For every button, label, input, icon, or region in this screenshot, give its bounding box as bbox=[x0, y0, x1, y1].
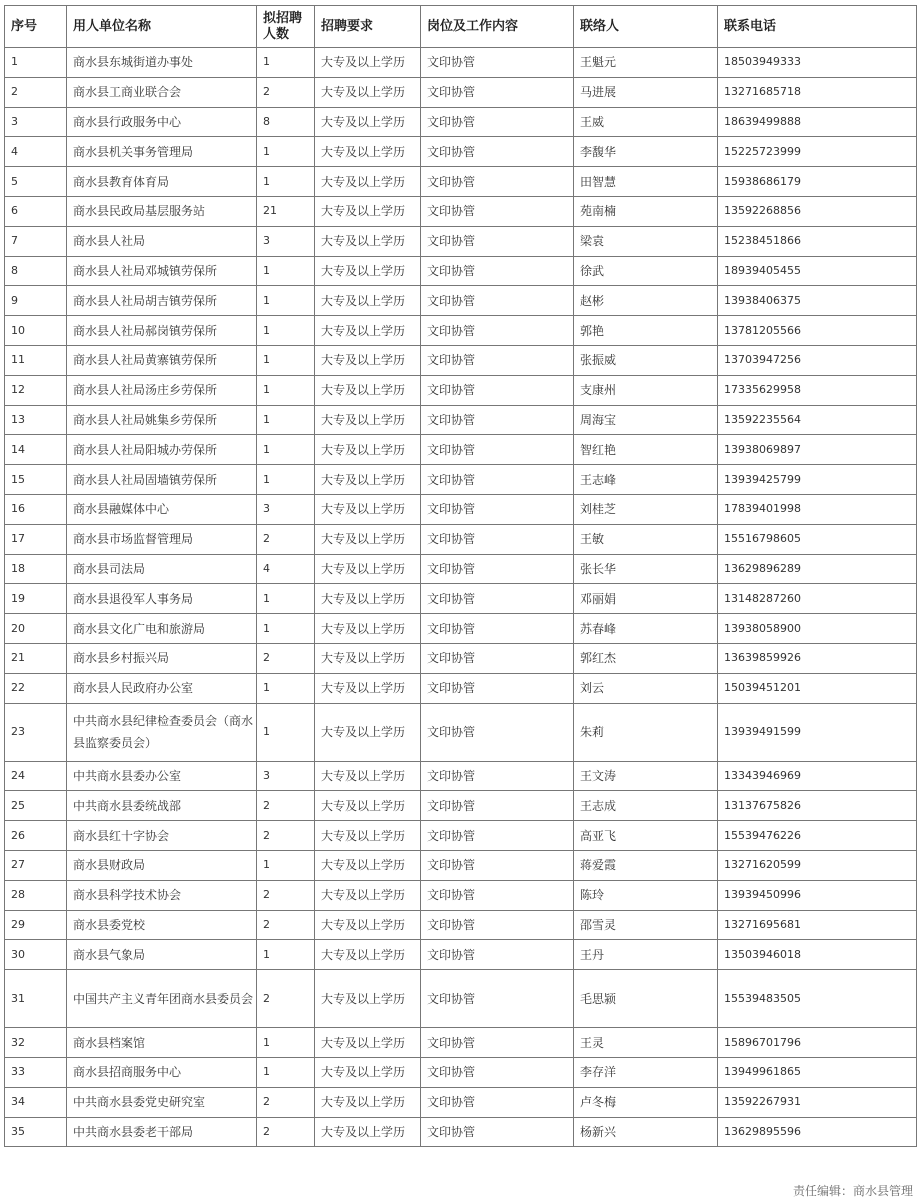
cell-position: 文印协管 bbox=[421, 167, 574, 197]
table-row bbox=[5, 137, 917, 167]
cell-phone: 15225723999 bbox=[718, 137, 917, 167]
cell-unit-name: 商水县融媒体中心 bbox=[67, 494, 257, 524]
cell-unit-name: 中国共产主义青年团商水县委员会 bbox=[67, 970, 257, 1028]
cell-headcount: 1 bbox=[257, 850, 315, 880]
cell-unit-name: 商水县人民政府办公室 bbox=[67, 673, 257, 703]
cell-index: 18 bbox=[5, 554, 67, 584]
cell-contact: 王丹 bbox=[574, 940, 718, 970]
cell-contact: 蒋爱霞 bbox=[574, 850, 718, 880]
cell-position: 文印协管 bbox=[421, 1028, 574, 1058]
cell-index: 31 bbox=[5, 970, 67, 1028]
cell-unit-name: 商水县人社局阳城办劳保所 bbox=[67, 435, 257, 465]
cell-position: 文印协管 bbox=[421, 375, 574, 405]
cell-unit-name: 中共商水县委老干部局 bbox=[67, 1117, 257, 1147]
cell-index: 20 bbox=[5, 614, 67, 644]
header-contact: 联络人 bbox=[574, 6, 718, 48]
header-headcount: 拟招聘人数 bbox=[257, 6, 315, 48]
table-row bbox=[5, 48, 917, 78]
cell-unit-name: 商水县东城街道办事处 bbox=[67, 48, 257, 78]
cell-index: 4 bbox=[5, 137, 67, 167]
table-row bbox=[5, 494, 917, 524]
cell-index: 5 bbox=[5, 167, 67, 197]
cell-requirement: 大专及以上学历 bbox=[315, 643, 421, 673]
cell-unit-name: 商水县工商业联合会 bbox=[67, 77, 257, 107]
cell-contact: 王灵 bbox=[574, 1028, 718, 1058]
cell-phone: 15238451866 bbox=[718, 226, 917, 256]
header-phone: 联系电话 bbox=[718, 6, 917, 48]
cell-contact: 邵雪灵 bbox=[574, 910, 718, 940]
cell-phone: 13148287260 bbox=[718, 584, 917, 614]
table-row bbox=[5, 970, 917, 1028]
table-row bbox=[5, 761, 917, 791]
table-row bbox=[5, 1057, 917, 1087]
cell-requirement: 大专及以上学历 bbox=[315, 375, 421, 405]
header-row bbox=[5, 6, 917, 48]
table-row bbox=[5, 226, 917, 256]
table-row bbox=[5, 286, 917, 316]
cell-index: 11 bbox=[5, 345, 67, 375]
cell-requirement: 大专及以上学历 bbox=[315, 524, 421, 554]
cell-position: 文印协管 bbox=[421, 48, 574, 78]
cell-contact: 王敏 bbox=[574, 524, 718, 554]
cell-contact: 刘桂芝 bbox=[574, 494, 718, 524]
cell-index: 17 bbox=[5, 524, 67, 554]
cell-index: 19 bbox=[5, 584, 67, 614]
cell-contact: 王文涛 bbox=[574, 761, 718, 791]
cell-headcount: 1 bbox=[257, 614, 315, 644]
table-row bbox=[5, 316, 917, 346]
cell-requirement: 大专及以上学历 bbox=[315, 673, 421, 703]
cell-headcount: 1 bbox=[257, 435, 315, 465]
cell-index: 30 bbox=[5, 940, 67, 970]
cell-headcount: 1 bbox=[257, 1028, 315, 1058]
cell-position: 文印协管 bbox=[421, 226, 574, 256]
cell-contact: 高亚飞 bbox=[574, 821, 718, 851]
cell-index: 13 bbox=[5, 405, 67, 435]
cell-index: 3 bbox=[5, 107, 67, 137]
cell-requirement: 大专及以上学历 bbox=[315, 196, 421, 226]
cell-headcount: 2 bbox=[257, 1087, 315, 1117]
cell-headcount: 1 bbox=[257, 673, 315, 703]
cell-headcount: 21 bbox=[257, 196, 315, 226]
cell-index: 35 bbox=[5, 1117, 67, 1147]
table-row bbox=[5, 524, 917, 554]
cell-contact: 刘云 bbox=[574, 673, 718, 703]
cell-phone: 13137675826 bbox=[718, 791, 917, 821]
cell-requirement: 大专及以上学历 bbox=[315, 850, 421, 880]
table-row bbox=[5, 910, 917, 940]
table-row bbox=[5, 345, 917, 375]
cell-headcount: 2 bbox=[257, 643, 315, 673]
cell-headcount: 1 bbox=[257, 584, 315, 614]
cell-unit-name: 商水县人社局胡吉镇劳保所 bbox=[67, 286, 257, 316]
cell-headcount: 1 bbox=[257, 256, 315, 286]
cell-headcount: 1 bbox=[257, 703, 315, 761]
cell-unit-name: 商水县人社局 bbox=[67, 226, 257, 256]
table-row bbox=[5, 554, 917, 584]
cell-headcount: 1 bbox=[257, 345, 315, 375]
cell-requirement: 大专及以上学历 bbox=[315, 791, 421, 821]
cell-headcount: 1 bbox=[257, 1057, 315, 1087]
cell-unit-name: 中共商水县纪律检查委员会（商水县监察委员会） bbox=[67, 703, 257, 761]
cell-unit-name: 商水县人社局邓城镇劳保所 bbox=[67, 256, 257, 286]
table-row bbox=[5, 77, 917, 107]
cell-contact: 陈玲 bbox=[574, 880, 718, 910]
cell-requirement: 大专及以上学历 bbox=[315, 554, 421, 584]
cell-requirement: 大专及以上学历 bbox=[315, 107, 421, 137]
cell-contact: 智红艳 bbox=[574, 435, 718, 465]
cell-requirement: 大专及以上学历 bbox=[315, 910, 421, 940]
cell-requirement: 大专及以上学历 bbox=[315, 316, 421, 346]
cell-position: 文印协管 bbox=[421, 1117, 574, 1147]
cell-position: 文印协管 bbox=[421, 761, 574, 791]
cell-contact: 周海宝 bbox=[574, 405, 718, 435]
cell-phone: 13938058900 bbox=[718, 614, 917, 644]
cell-contact: 支康州 bbox=[574, 375, 718, 405]
cell-position: 文印协管 bbox=[421, 524, 574, 554]
cell-contact: 杨新兴 bbox=[574, 1117, 718, 1147]
cell-headcount: 1 bbox=[257, 316, 315, 346]
cell-contact: 张长华 bbox=[574, 554, 718, 584]
cell-position: 文印协管 bbox=[421, 1087, 574, 1117]
cell-unit-name: 商水县档案馆 bbox=[67, 1028, 257, 1058]
cell-index: 8 bbox=[5, 256, 67, 286]
cell-index: 6 bbox=[5, 196, 67, 226]
cell-unit-name: 商水县招商服务中心 bbox=[67, 1057, 257, 1087]
cell-requirement: 大专及以上学历 bbox=[315, 167, 421, 197]
cell-contact: 徐武 bbox=[574, 256, 718, 286]
cell-phone: 15039451201 bbox=[718, 673, 917, 703]
cell-phone: 18503949333 bbox=[718, 48, 917, 78]
cell-requirement: 大专及以上学历 bbox=[315, 970, 421, 1028]
table-row bbox=[5, 791, 917, 821]
cell-unit-name: 中共商水县委办公室 bbox=[67, 761, 257, 791]
cell-phone: 18639499888 bbox=[718, 107, 917, 137]
cell-phone: 13939425799 bbox=[718, 465, 917, 495]
cell-requirement: 大专及以上学历 bbox=[315, 405, 421, 435]
cell-contact: 苏春峰 bbox=[574, 614, 718, 644]
table-header bbox=[5, 6, 917, 48]
cell-position: 文印协管 bbox=[421, 316, 574, 346]
cell-position: 文印协管 bbox=[421, 77, 574, 107]
cell-phone: 13592267931 bbox=[718, 1087, 917, 1117]
cell-contact: 马进展 bbox=[574, 77, 718, 107]
table-row bbox=[5, 375, 917, 405]
table-row bbox=[5, 435, 917, 465]
cell-requirement: 大专及以上学历 bbox=[315, 286, 421, 316]
table-row bbox=[5, 584, 917, 614]
cell-requirement: 大专及以上学历 bbox=[315, 614, 421, 644]
table-row bbox=[5, 940, 917, 970]
cell-headcount: 2 bbox=[257, 821, 315, 851]
cell-position: 文印协管 bbox=[421, 880, 574, 910]
cell-index: 32 bbox=[5, 1028, 67, 1058]
cell-unit-name: 中共商水县委统战部 bbox=[67, 791, 257, 821]
cell-index: 7 bbox=[5, 226, 67, 256]
cell-headcount: 3 bbox=[257, 226, 315, 256]
table-body bbox=[5, 48, 917, 1147]
cell-requirement: 大专及以上学历 bbox=[315, 1057, 421, 1087]
cell-unit-name: 中共商水县委党史研究室 bbox=[67, 1087, 257, 1117]
cell-unit-name: 商水县人社局郝岗镇劳保所 bbox=[67, 316, 257, 346]
cell-contact: 郭艳 bbox=[574, 316, 718, 346]
cell-position: 文印协管 bbox=[421, 435, 574, 465]
cell-contact: 苑南楠 bbox=[574, 196, 718, 226]
cell-phone: 13503946018 bbox=[718, 940, 917, 970]
cell-headcount: 1 bbox=[257, 48, 315, 78]
cell-requirement: 大专及以上学历 bbox=[315, 137, 421, 167]
footer-editor: 责任编辑：商水县管理 bbox=[792, 1184, 913, 1198]
table-row bbox=[5, 405, 917, 435]
cell-phone: 13629896289 bbox=[718, 554, 917, 584]
cell-position: 文印协管 bbox=[421, 107, 574, 137]
cell-position: 文印协管 bbox=[421, 643, 574, 673]
cell-position: 文印协管 bbox=[421, 465, 574, 495]
cell-requirement: 大专及以上学历 bbox=[315, 345, 421, 375]
cell-headcount: 4 bbox=[257, 554, 315, 584]
cell-requirement: 大专及以上学历 bbox=[315, 256, 421, 286]
cell-phone: 18939405455 bbox=[718, 256, 917, 286]
cell-unit-name: 商水县市场监督管理局 bbox=[67, 524, 257, 554]
cell-phone: 17335629958 bbox=[718, 375, 917, 405]
table-row bbox=[5, 256, 917, 286]
header-unit-name: 用人单位名称 bbox=[67, 6, 257, 48]
cell-contact: 李馥华 bbox=[574, 137, 718, 167]
table-row bbox=[5, 107, 917, 137]
cell-requirement: 大专及以上学历 bbox=[315, 761, 421, 791]
cell-contact: 邓丽娟 bbox=[574, 584, 718, 614]
cell-index: 25 bbox=[5, 791, 67, 821]
cell-position: 文印协管 bbox=[421, 196, 574, 226]
cell-unit-name: 商水县文化广电和旅游局 bbox=[67, 614, 257, 644]
cell-phone: 13271620599 bbox=[718, 850, 917, 880]
cell-position: 文印协管 bbox=[421, 791, 574, 821]
cell-index: 24 bbox=[5, 761, 67, 791]
cell-phone: 13271685718 bbox=[718, 77, 917, 107]
table-row bbox=[5, 643, 917, 673]
table-row bbox=[5, 196, 917, 226]
cell-phone: 13271695681 bbox=[718, 910, 917, 940]
cell-contact: 张振威 bbox=[574, 345, 718, 375]
cell-phone: 15539476226 bbox=[718, 821, 917, 851]
cell-contact: 梁袁 bbox=[574, 226, 718, 256]
cell-index: 16 bbox=[5, 494, 67, 524]
cell-position: 文印协管 bbox=[421, 554, 574, 584]
cell-requirement: 大专及以上学历 bbox=[315, 465, 421, 495]
cell-headcount: 1 bbox=[257, 137, 315, 167]
table-row bbox=[5, 1087, 917, 1117]
cell-phone: 13592235564 bbox=[718, 405, 917, 435]
cell-phone: 13939450996 bbox=[718, 880, 917, 910]
cell-position: 文印协管 bbox=[421, 256, 574, 286]
header-position: 岗位及工作内容 bbox=[421, 6, 574, 48]
cell-requirement: 大专及以上学历 bbox=[315, 940, 421, 970]
cell-position: 文印协管 bbox=[421, 970, 574, 1028]
cell-phone: 13949961865 bbox=[718, 1057, 917, 1087]
cell-headcount: 2 bbox=[257, 77, 315, 107]
cell-index: 22 bbox=[5, 673, 67, 703]
table-row bbox=[5, 673, 917, 703]
cell-requirement: 大专及以上学历 bbox=[315, 77, 421, 107]
cell-unit-name: 商水县红十字协会 bbox=[67, 821, 257, 851]
cell-headcount: 3 bbox=[257, 494, 315, 524]
cell-position: 文印协管 bbox=[421, 584, 574, 614]
cell-phone: 15539483505 bbox=[718, 970, 917, 1028]
cell-index: 14 bbox=[5, 435, 67, 465]
cell-index: 29 bbox=[5, 910, 67, 940]
cell-requirement: 大专及以上学历 bbox=[315, 584, 421, 614]
cell-index: 33 bbox=[5, 1057, 67, 1087]
table-row bbox=[5, 703, 917, 761]
cell-headcount: 2 bbox=[257, 1117, 315, 1147]
cell-headcount: 1 bbox=[257, 375, 315, 405]
cell-contact: 郭红杰 bbox=[574, 643, 718, 673]
header-requirement: 招聘要求 bbox=[315, 6, 421, 48]
cell-unit-name: 商水县科学技术协会 bbox=[67, 880, 257, 910]
cell-unit-name: 商水县司法局 bbox=[67, 554, 257, 584]
cell-headcount: 1 bbox=[257, 465, 315, 495]
cell-contact: 田智慧 bbox=[574, 167, 718, 197]
cell-position: 文印协管 bbox=[421, 1057, 574, 1087]
cell-phone: 13639859926 bbox=[718, 643, 917, 673]
cell-position: 文印协管 bbox=[421, 494, 574, 524]
cell-index: 9 bbox=[5, 286, 67, 316]
cell-unit-name: 商水县气象局 bbox=[67, 940, 257, 970]
cell-position: 文印协管 bbox=[421, 286, 574, 316]
cell-requirement: 大专及以上学历 bbox=[315, 226, 421, 256]
cell-phone: 13939491599 bbox=[718, 703, 917, 761]
cell-position: 文印协管 bbox=[421, 137, 574, 167]
cell-phone: 13938406375 bbox=[718, 286, 917, 316]
cell-index: 12 bbox=[5, 375, 67, 405]
cell-phone: 13629895596 bbox=[718, 1117, 917, 1147]
table-row bbox=[5, 465, 917, 495]
cell-contact: 王魁元 bbox=[574, 48, 718, 78]
cell-index: 26 bbox=[5, 821, 67, 851]
cell-unit-name: 商水县行政服务中心 bbox=[67, 107, 257, 137]
cell-index: 27 bbox=[5, 850, 67, 880]
table-row bbox=[5, 1028, 917, 1058]
cell-headcount: 2 bbox=[257, 880, 315, 910]
cell-headcount: 2 bbox=[257, 970, 315, 1028]
cell-phone: 13343946969 bbox=[718, 761, 917, 791]
cell-headcount: 2 bbox=[257, 791, 315, 821]
table-row bbox=[5, 167, 917, 197]
cell-unit-name: 商水县人社局固墙镇劳保所 bbox=[67, 465, 257, 495]
cell-index: 2 bbox=[5, 77, 67, 107]
cell-headcount: 1 bbox=[257, 940, 315, 970]
cell-position: 文印协管 bbox=[421, 940, 574, 970]
cell-unit-name: 商水县退役军人事务局 bbox=[67, 584, 257, 614]
cell-phone: 15938686179 bbox=[718, 167, 917, 197]
cell-unit-name: 商水县财政局 bbox=[67, 850, 257, 880]
cell-phone: 15896701796 bbox=[718, 1028, 917, 1058]
cell-phone: 13592268856 bbox=[718, 196, 917, 226]
cell-headcount: 3 bbox=[257, 761, 315, 791]
cell-requirement: 大专及以上学历 bbox=[315, 1117, 421, 1147]
cell-index: 10 bbox=[5, 316, 67, 346]
cell-unit-name: 商水县委党校 bbox=[67, 910, 257, 940]
cell-unit-name: 商水县机关事务管理局 bbox=[67, 137, 257, 167]
cell-position: 文印协管 bbox=[421, 673, 574, 703]
cell-unit-name: 商水县人社局汤庄乡劳保所 bbox=[67, 375, 257, 405]
cell-requirement: 大专及以上学历 bbox=[315, 1087, 421, 1117]
cell-phone: 13938069897 bbox=[718, 435, 917, 465]
cell-phone: 13703947256 bbox=[718, 345, 917, 375]
cell-position: 文印协管 bbox=[421, 345, 574, 375]
cell-requirement: 大专及以上学历 bbox=[315, 1028, 421, 1058]
cell-index: 34 bbox=[5, 1087, 67, 1117]
table-row bbox=[5, 880, 917, 910]
cell-contact: 王威 bbox=[574, 107, 718, 137]
cell-phone: 17839401998 bbox=[718, 494, 917, 524]
cell-position: 文印协管 bbox=[421, 850, 574, 880]
cell-headcount: 8 bbox=[257, 107, 315, 137]
cell-index: 15 bbox=[5, 465, 67, 495]
cell-position: 文印协管 bbox=[421, 614, 574, 644]
table-row bbox=[5, 1117, 917, 1147]
table-row bbox=[5, 614, 917, 644]
cell-phone: 15516798605 bbox=[718, 524, 917, 554]
cell-position: 文印协管 bbox=[421, 405, 574, 435]
cell-requirement: 大专及以上学历 bbox=[315, 880, 421, 910]
cell-unit-name: 商水县乡村振兴局 bbox=[67, 643, 257, 673]
cell-requirement: 大专及以上学历 bbox=[315, 703, 421, 761]
cell-unit-name: 商水县教育体育局 bbox=[67, 167, 257, 197]
cell-index: 23 bbox=[5, 703, 67, 761]
cell-contact: 李存洋 bbox=[574, 1057, 718, 1087]
cell-requirement: 大专及以上学历 bbox=[315, 48, 421, 78]
cell-unit-name: 商水县人社局黄寨镇劳保所 bbox=[67, 345, 257, 375]
cell-contact: 卢冬梅 bbox=[574, 1087, 718, 1117]
cell-contact: 毛思颍 bbox=[574, 970, 718, 1028]
cell-requirement: 大专及以上学历 bbox=[315, 821, 421, 851]
cell-position: 文印协管 bbox=[421, 703, 574, 761]
cell-contact: 朱莉 bbox=[574, 703, 718, 761]
cell-unit-name: 商水县人社局姚集乡劳保所 bbox=[67, 405, 257, 435]
cell-headcount: 1 bbox=[257, 405, 315, 435]
cell-index: 21 bbox=[5, 643, 67, 673]
cell-contact: 王志成 bbox=[574, 791, 718, 821]
recruitment-table bbox=[4, 5, 917, 1147]
cell-contact: 赵彬 bbox=[574, 286, 718, 316]
cell-headcount: 1 bbox=[257, 286, 315, 316]
cell-unit-name: 商水县民政局基层服务站 bbox=[67, 196, 257, 226]
cell-contact: 王志峰 bbox=[574, 465, 718, 495]
header-index: 序号 bbox=[5, 6, 67, 48]
cell-position: 文印协管 bbox=[421, 910, 574, 940]
cell-headcount: 2 bbox=[257, 524, 315, 554]
cell-phone: 13781205566 bbox=[718, 316, 917, 346]
cell-headcount: 1 bbox=[257, 167, 315, 197]
cell-headcount: 2 bbox=[257, 910, 315, 940]
cell-index: 28 bbox=[5, 880, 67, 910]
cell-requirement: 大专及以上学历 bbox=[315, 494, 421, 524]
table-row bbox=[5, 821, 917, 851]
table-row bbox=[5, 850, 917, 880]
cell-requirement: 大专及以上学历 bbox=[315, 435, 421, 465]
cell-position: 文印协管 bbox=[421, 821, 574, 851]
cell-index: 1 bbox=[5, 48, 67, 78]
